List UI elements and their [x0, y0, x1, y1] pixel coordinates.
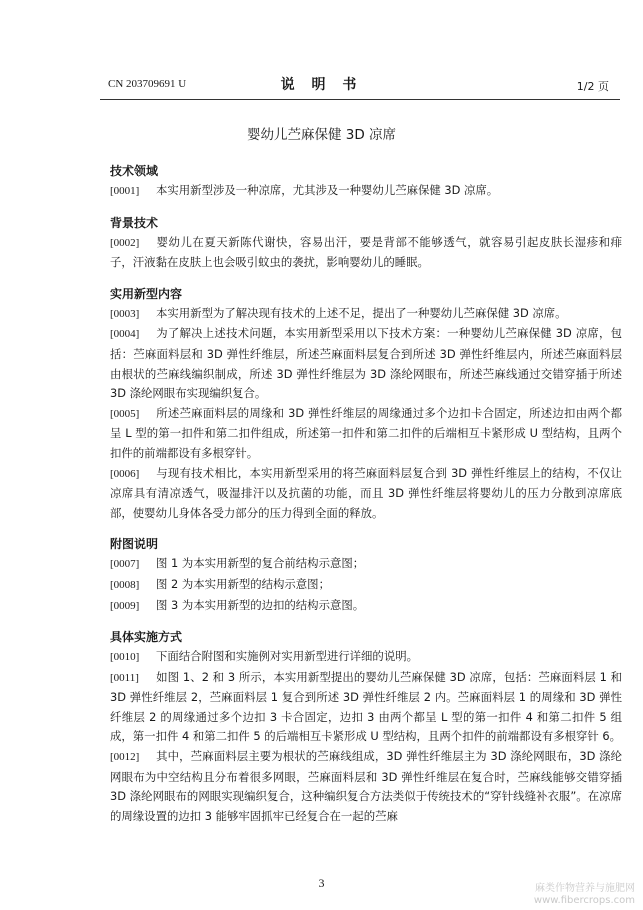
section-heading: 附图说明 — [110, 537, 159, 552]
section-heading: 技术领域 — [110, 164, 159, 178]
header-title: 说 明 书 — [280, 77, 363, 93]
watermark-line: 麻类作物营养与施肥网 — [535, 883, 635, 894]
paragraph — [110, 324, 622, 403]
paragraph-text: 图 3 为本实用新型的边扣的结构示意图。 — [156, 597, 365, 612]
paragraph — [110, 464, 622, 524]
paragraph-text: 本实用新型为了解决现有技术的上述不足，提出了一种婴幼儿苎麻保健 3D 凉席。 — [156, 305, 567, 320]
paragraph-number: [0008] — [110, 578, 140, 591]
page-header — [0, 74, 643, 92]
paragraph-number: [0007] — [110, 558, 140, 571]
paragraph-text: 图 1 为本实用新型的复合前结构示意图； — [156, 556, 365, 571]
paragraph — [110, 181, 622, 202]
paragraph-number: [0002] — [110, 236, 140, 249]
paragraph-text: 婴幼儿在夏天新陈代谢快，容易出汗，要是背部不能够透气，就容易引起皮肤长湿疹和痱子，汗液黏在皮肤上也会吸引蚊虫的袭扰，影响婴幼儿的睡眠。 — [110, 234, 622, 270]
paragraph-number: [0003] — [110, 307, 140, 320]
paragraph — [110, 575, 622, 596]
paragraph — [110, 668, 622, 747]
section-heading: 具体实施方式 — [110, 630, 183, 645]
paragraph-text: 其中，苎麻面料层主要为根状的苎麻线组成，3D 弹性纤维层主为 3D 涤纶网眼布，3D 涤纶网眼布为中空结构且分布着很多网眼，苎麻面料层和 3D 弹性纤维层在复合时，苎麻线能够交错穿插 3D 涤纶网眼布的网眼实现编织复合，这种编织复合方法类似于传统技术的“穿针线缝补衣服”。在凉席的周缘设置的边扣 3 能够牢固抓牢已经复合在一起的苎麻 — [110, 749, 622, 823]
paragraph-number: [0009] — [110, 599, 140, 612]
patent-number: CN 203709691 U — [108, 78, 187, 90]
watermark-line: www.fibercrops.com — [533, 895, 635, 906]
paragraph-number: [0011] — [110, 671, 139, 684]
paragraph — [110, 304, 622, 325]
paragraph — [110, 596, 622, 617]
paragraph — [110, 554, 622, 575]
page-number: 3 — [318, 876, 325, 890]
page-info: 1/2 页 — [576, 80, 609, 93]
paragraph-number: [0010] — [110, 651, 140, 664]
paragraph — [110, 404, 622, 464]
paragraph-text: 如图 1、2 和 3 所示，本实用新型提出的婴幼儿苎麻保健 3D 凉席，包括：苎麻面料层 1 和 3D 弹性纤维层 2，苎麻面料层 1 复合到所述 3D 弹性纤维层 2 内。苎麻面料层 1 的周缘和 3D 弹性纤维层 2 的周缘通过多个边扣 3 卡合固定，边扣 3 由两个都呈 L 型的第一扣件 4 和第二扣件 5 组成，第一扣件 4 和第二扣件 5 的后端相互卡紧形成 U 型结构，且两个扣件的前端都设有多根穿针 6。 — [110, 669, 622, 744]
document-body — [110, 162, 622, 826]
paragraph — [110, 233, 622, 273]
paragraph-text: 本实用新型涉及一种凉席，尤其涉及一种婴幼儿苎麻保健 3D 凉席。 — [156, 183, 499, 197]
section-heading: 背景技术 — [110, 215, 159, 230]
paragraph-text: 所述苎麻面料层的周缘和 3D 弹性纤维层的周缘通过多个边扣卡合固定，所述边扣由两个都呈 L 型的第一扣件和第二扣件组成，所述第一扣件和第二扣件的后端相互卡紧形成 U 型结构，且两个扣件的前端都设有多根穿针。 — [110, 405, 622, 460]
paragraph-number: [0001] — [110, 185, 140, 197]
header-rule — [100, 99, 620, 100]
paragraph-text: 与现有技术相比，本实用新型采用的将苎麻面料层复合到 3D 弹性纤维层上的结构，不仅让凉席具有清凉透气，吸湿排汗以及抗菌的功能，而且 3D 弹性纤维层将婴幼儿的压力分散到凉席底部，使婴幼儿身体各受力部分的压力得到全面的释放。 — [110, 465, 622, 520]
paragraph-number: [0005] — [110, 407, 140, 420]
paragraph — [110, 647, 622, 668]
paragraph-number: [0004] — [110, 328, 140, 341]
paragraph-number: [0006] — [110, 467, 140, 480]
paragraph-text: 图 2 为本实用新型的结构示意图； — [156, 576, 330, 591]
paragraph-text: 为了解决上述技术问题，本实用新型采用以下技术方案：一种婴幼儿苎麻保健 3D 凉席，包括：苎麻面料层和 3D 弹性纤维层，所述苎麻面料层复合到所述 3D 弹性纤维层内，所述苎麻面料层由根状的苎麻线编织制成，所述 3D 弹性纤维层为 3D 涤纶网眼布，所述苎麻线通过交错穿插于所述 3D 涤纶网眼布实现编织复合。 — [110, 326, 622, 401]
paragraph-number: [0012] — [110, 751, 140, 764]
paragraph — [110, 747, 622, 826]
section-heading: 实用新型内容 — [110, 286, 183, 301]
document-title: 婴幼儿苎麻保健 3D 凉席 — [246, 127, 397, 143]
paragraph-text: 下面结合附图和实施例对实用新型进行详细的说明。 — [156, 649, 418, 664]
watermark — [534, 883, 635, 907]
